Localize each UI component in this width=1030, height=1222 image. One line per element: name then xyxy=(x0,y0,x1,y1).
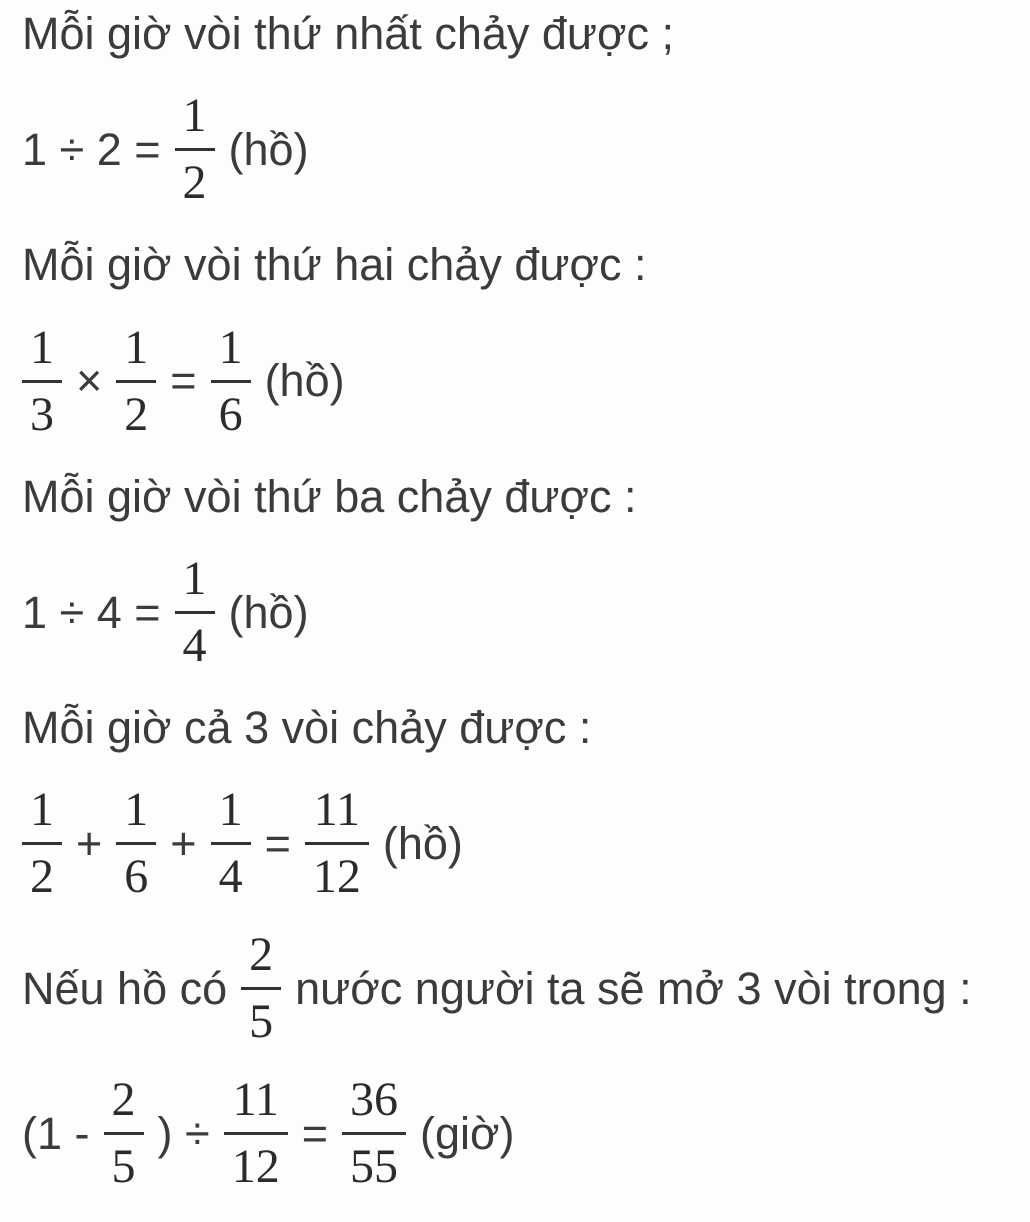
denominator: 12 xyxy=(305,842,369,901)
math-text: nước người ta sẽ mở 3 vòi trong : xyxy=(295,962,972,1014)
numerator: 1 xyxy=(124,783,149,836)
math-text: ) ÷ xyxy=(157,1107,210,1159)
denominator: 5 xyxy=(241,987,281,1046)
unit-label: (hồ) xyxy=(264,355,345,407)
fraction xyxy=(175,89,215,210)
denominator: 4 xyxy=(211,842,251,901)
fraction xyxy=(116,783,156,903)
numerator: 1 xyxy=(182,89,207,143)
numerator: 2 xyxy=(111,1073,136,1126)
math-operator: = xyxy=(264,817,291,869)
fraction xyxy=(116,320,156,441)
numerator: 1 xyxy=(30,320,54,374)
statement-line: Mỗi giờ cả 3 vòi chảy được : xyxy=(22,701,592,753)
statement-line: Mỗi giờ vòi thứ hai chảy được : xyxy=(22,239,647,291)
fraction xyxy=(22,320,62,441)
denominator: 4 xyxy=(175,611,215,670)
numerator: 11 xyxy=(313,783,360,836)
numerator: 36 xyxy=(349,1073,398,1126)
unit-label: (giờ) xyxy=(419,1107,515,1159)
denominator: 2 xyxy=(175,148,215,207)
fraction xyxy=(211,783,251,903)
equation-line xyxy=(22,783,1030,903)
numerator: 2 xyxy=(249,928,274,981)
fraction xyxy=(175,551,215,672)
statement-line: Mỗi giờ vòi thứ ba chảy được : xyxy=(22,470,637,522)
equation-line xyxy=(22,320,1030,441)
unit-label: (hồ) xyxy=(382,817,463,869)
math-text: 1 ÷ 4 = xyxy=(22,586,161,638)
unit-label: (hồ) xyxy=(228,124,309,175)
numerator: 1 xyxy=(30,783,54,836)
math-operator: + xyxy=(76,817,103,869)
denominator: 5 xyxy=(104,1132,144,1191)
denominator: 3 xyxy=(22,380,62,439)
math-operator: = xyxy=(301,1107,328,1159)
fraction xyxy=(104,1073,144,1193)
math-text: (1 - xyxy=(22,1107,90,1159)
denominator: 6 xyxy=(211,380,251,439)
numerator: 11 xyxy=(232,1073,279,1126)
fraction xyxy=(22,783,62,903)
math-text: Nếu hồ có xyxy=(22,962,228,1014)
unit-label: (hồ) xyxy=(228,586,309,638)
equation-line xyxy=(22,551,1030,672)
numerator: 1 xyxy=(218,320,243,374)
equation-line xyxy=(22,1073,1030,1193)
denominator: 2 xyxy=(22,842,62,901)
numerator: 1 xyxy=(218,783,243,836)
math-operator: × xyxy=(76,355,103,407)
math-text: 1 ÷ 2 = xyxy=(22,124,161,175)
numerator: 1 xyxy=(182,551,207,605)
equation-line xyxy=(22,89,1030,210)
fraction xyxy=(305,783,369,903)
denominator: 12 xyxy=(224,1132,288,1191)
fraction xyxy=(241,928,281,1048)
fraction xyxy=(224,1073,288,1193)
statement-line: Mỗi giờ vòi thứ nhất chảy được ; xyxy=(22,8,675,59)
denominator: 55 xyxy=(342,1132,406,1191)
equation-line xyxy=(22,928,1030,1048)
denominator: 2 xyxy=(116,380,156,439)
math-operator: + xyxy=(170,817,197,869)
denominator: 6 xyxy=(116,842,156,901)
fraction xyxy=(211,320,251,441)
fraction xyxy=(342,1073,406,1193)
numerator: 1 xyxy=(124,320,149,374)
math-operator: = xyxy=(170,355,197,407)
